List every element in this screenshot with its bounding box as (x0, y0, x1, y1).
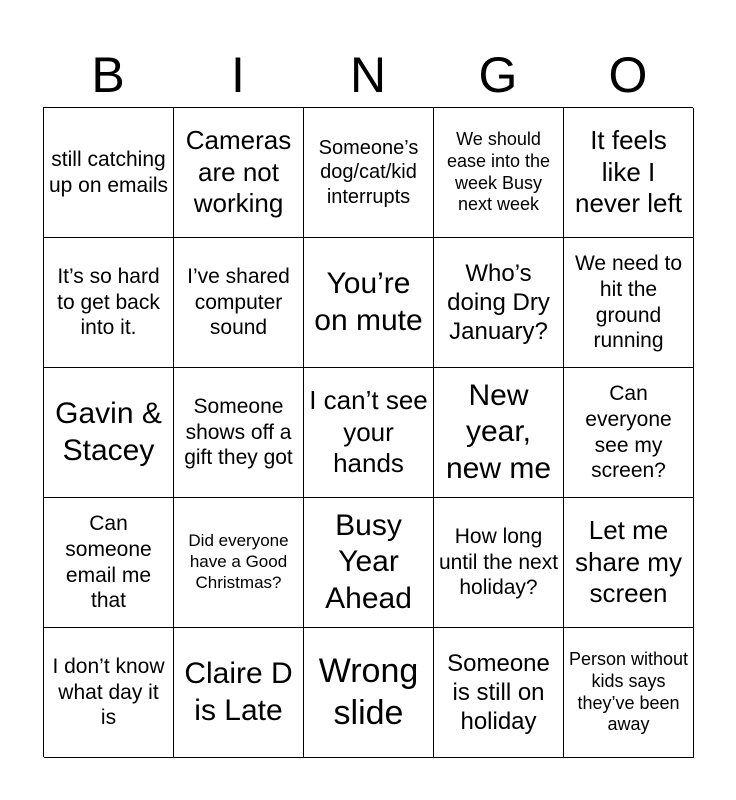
header-letter-i: I (231, 47, 245, 103)
cell-text: Claire D is Late (184, 656, 293, 727)
cell-text: Can everyone see my screen? (585, 382, 672, 483)
cell-text: Person without kids says they’ve been away (568, 648, 689, 735)
cell-text: You’re on mute (314, 266, 423, 337)
bingo-cell[interactable] (174, 238, 304, 368)
cell-text: It feels like I never left (575, 124, 682, 219)
cell-text: New year, new me (445, 378, 552, 485)
bingo-cell[interactable] (304, 628, 434, 758)
bingo-cell[interactable] (174, 108, 304, 238)
bingo-cell[interactable] (564, 108, 694, 238)
cell-text: still catching up on emails (48, 147, 169, 197)
header-letter-g: G (478, 47, 518, 103)
cell-text: I don’t know what day it is (52, 655, 165, 730)
cell-text: Someone is still on holiday (447, 649, 550, 736)
bingo-cell[interactable] (564, 368, 694, 498)
bingo-cell[interactable] (564, 628, 694, 758)
bingo-cell[interactable] (44, 498, 174, 628)
header-letter-n: N (349, 47, 387, 103)
cell-text: It’s so hard to get back into it. (57, 265, 160, 340)
bingo-cell[interactable] (174, 368, 304, 498)
bingo-header (43, 40, 693, 110)
cell-text: Gavin & Stacey (55, 396, 162, 467)
bingo-cell[interactable] (304, 238, 434, 368)
bingo-cell[interactable] (564, 498, 694, 628)
bingo-cell[interactable] (174, 628, 304, 758)
cell-text: Can someone email me that (65, 512, 152, 613)
bingo-cell[interactable] (44, 108, 174, 238)
cell-text: Did everyone have a Good Christmas? (188, 531, 289, 592)
bingo-cell[interactable] (44, 238, 174, 368)
header-letter-o: O (608, 47, 648, 103)
cell-text: How long until the next holiday? (438, 525, 559, 600)
bingo-cell[interactable] (434, 498, 564, 628)
bingo-cell[interactable] (44, 628, 174, 758)
cell-text: We need to hit the ground running (574, 252, 683, 353)
bingo-card (43, 107, 693, 757)
bingo-cell[interactable] (434, 628, 564, 758)
bingo-cell[interactable] (304, 498, 434, 628)
cell-text: We should ease into the week Busy next week (446, 128, 551, 215)
bingo-cell[interactable] (434, 238, 564, 368)
bingo-cell[interactable] (564, 238, 694, 368)
cell-text: Who’s doing Dry January? (447, 259, 550, 346)
bingo-cell[interactable] (304, 368, 434, 498)
bingo-cell[interactable] (174, 498, 304, 628)
cell-text: Someone shows off a gift they got (184, 395, 293, 470)
cell-text: I’ve shared computer sound (187, 265, 290, 340)
bingo-cell[interactable] (44, 368, 174, 498)
cell-text: Cameras are not working (185, 124, 292, 219)
bingo-cell[interactable] (304, 108, 434, 238)
bingo-cell[interactable] (434, 368, 564, 498)
cell-text: I can’t see your hands (309, 384, 428, 479)
header-letter-b: B (91, 47, 125, 103)
cell-text: Busy Year Ahead (325, 508, 412, 615)
cell-text: Let me share my screen (575, 514, 682, 609)
cell-text: Wrong slide (318, 652, 419, 732)
bingo-cell[interactable] (434, 108, 564, 238)
cell-text: Someone’s dog/cat/kid interrupts (318, 136, 419, 208)
